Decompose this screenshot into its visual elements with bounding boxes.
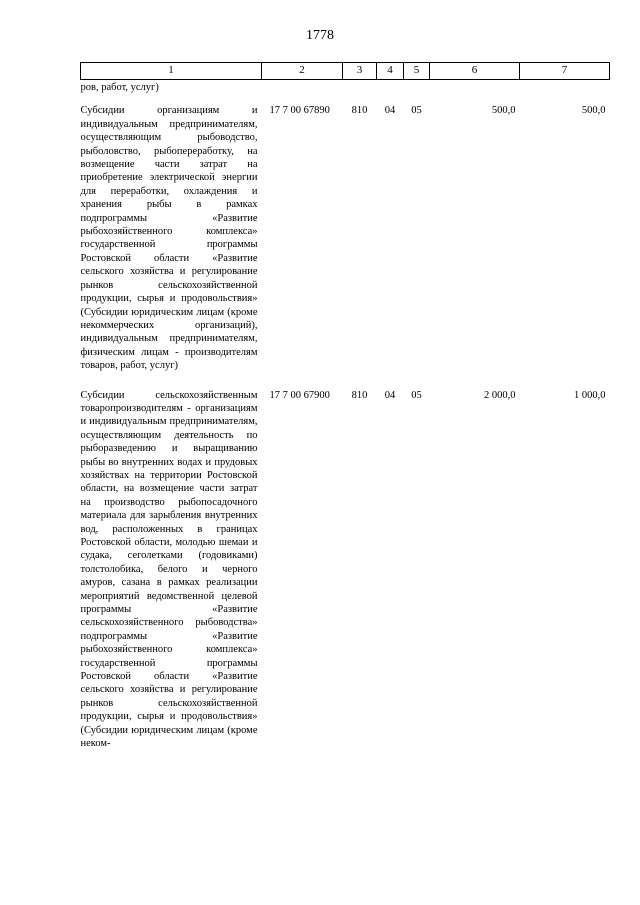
- column-header-2: 2: [262, 63, 343, 80]
- row-description: Субсидии организациям и индивидуальным предпринимателям, осуществляющим рыбоводство, рыболовство, рыбопереработку, на возмещение части затрат на приобретение электрической энергии для переработки, охлаждения и хранения рыбы в рамках подпрограммы «Развитие рыбохозяйственного комплекса» государственной программы Ростовской области «Развитие сельского хозяйства и регулирование рынков сельскохозяйственной продукции, сырья и продовольствия» (Субсидии юридическим лицам (кроме некоммерческих организаций), индивидуальным предпринимателям, физическим лицам - производителям товаров, работ, услуг): [80, 105, 258, 372]
- table-header-row: [81, 63, 610, 80]
- row-subsection: [404, 80, 430, 95]
- table-row: [81, 94, 610, 372]
- row-subsection: 05: [411, 389, 422, 401]
- column-header-3: 3: [343, 63, 377, 80]
- row-amount-1: [430, 80, 520, 95]
- row-expense-type: [343, 80, 377, 95]
- column-header-4: 4: [377, 63, 404, 80]
- table-row: [81, 373, 610, 751]
- table-row: [81, 80, 610, 95]
- row-section: [377, 80, 404, 95]
- row-target-code: 17 7 00 67890: [269, 105, 330, 117]
- row-description: Субсидии сельскохозяйственным товаропроизводителям - организациям и индивидуальным предпринимателям, осуществляющим деятельность по рыборазведению и выращиванию рыбы во внутренних водах и прудовых хозяйствах на территории Ростовской области, на возмещение части затрат на производство рыбопосадочного материала для зарыбления внутренних вод, расположенных в границах Ростовской области, молодью шемаи и судака, сеголетками (годовиками) толстолобика, белого и черного амуров, сазана в рамках реализации мероприятий ведомственной целевой программы «Развитие сельскохозяйственного рыбоводства» подпрограммы «Развитие рыбохозяйственного комплекса» государственной программы Ростовской области «Развитие сельского хозяйства и регулирование рынков сельскохозяйственной продукции, сырья и продовольствия» (Субсидии юридическим лицам (кроме неком-: [80, 389, 258, 750]
- column-header-1: 1: [81, 63, 262, 80]
- column-header-6: 6: [430, 63, 520, 80]
- row-description: ров, работ, услуг): [80, 82, 159, 93]
- row-expense-type: 810: [351, 389, 368, 401]
- row-expense-type: 810: [351, 105, 368, 117]
- row-amount-1: 500,0: [491, 105, 516, 117]
- row-amount-2: [520, 80, 610, 95]
- column-header-5: 5: [404, 63, 430, 80]
- column-header-7: 7: [520, 63, 610, 80]
- page-number: 1778: [306, 28, 334, 43]
- row-amount-2: 500,0: [581, 105, 606, 117]
- row-amount-2: 1 000,0: [574, 389, 606, 401]
- budget-table: [80, 62, 610, 751]
- row-subsection: 05: [411, 105, 422, 117]
- row-section: 04: [384, 389, 396, 401]
- row-amount-1: 2 000,0: [484, 389, 516, 401]
- row-section: 04: [384, 105, 396, 117]
- row-target-code: [262, 80, 343, 95]
- row-target-code: 17 7 00 67900: [269, 389, 330, 401]
